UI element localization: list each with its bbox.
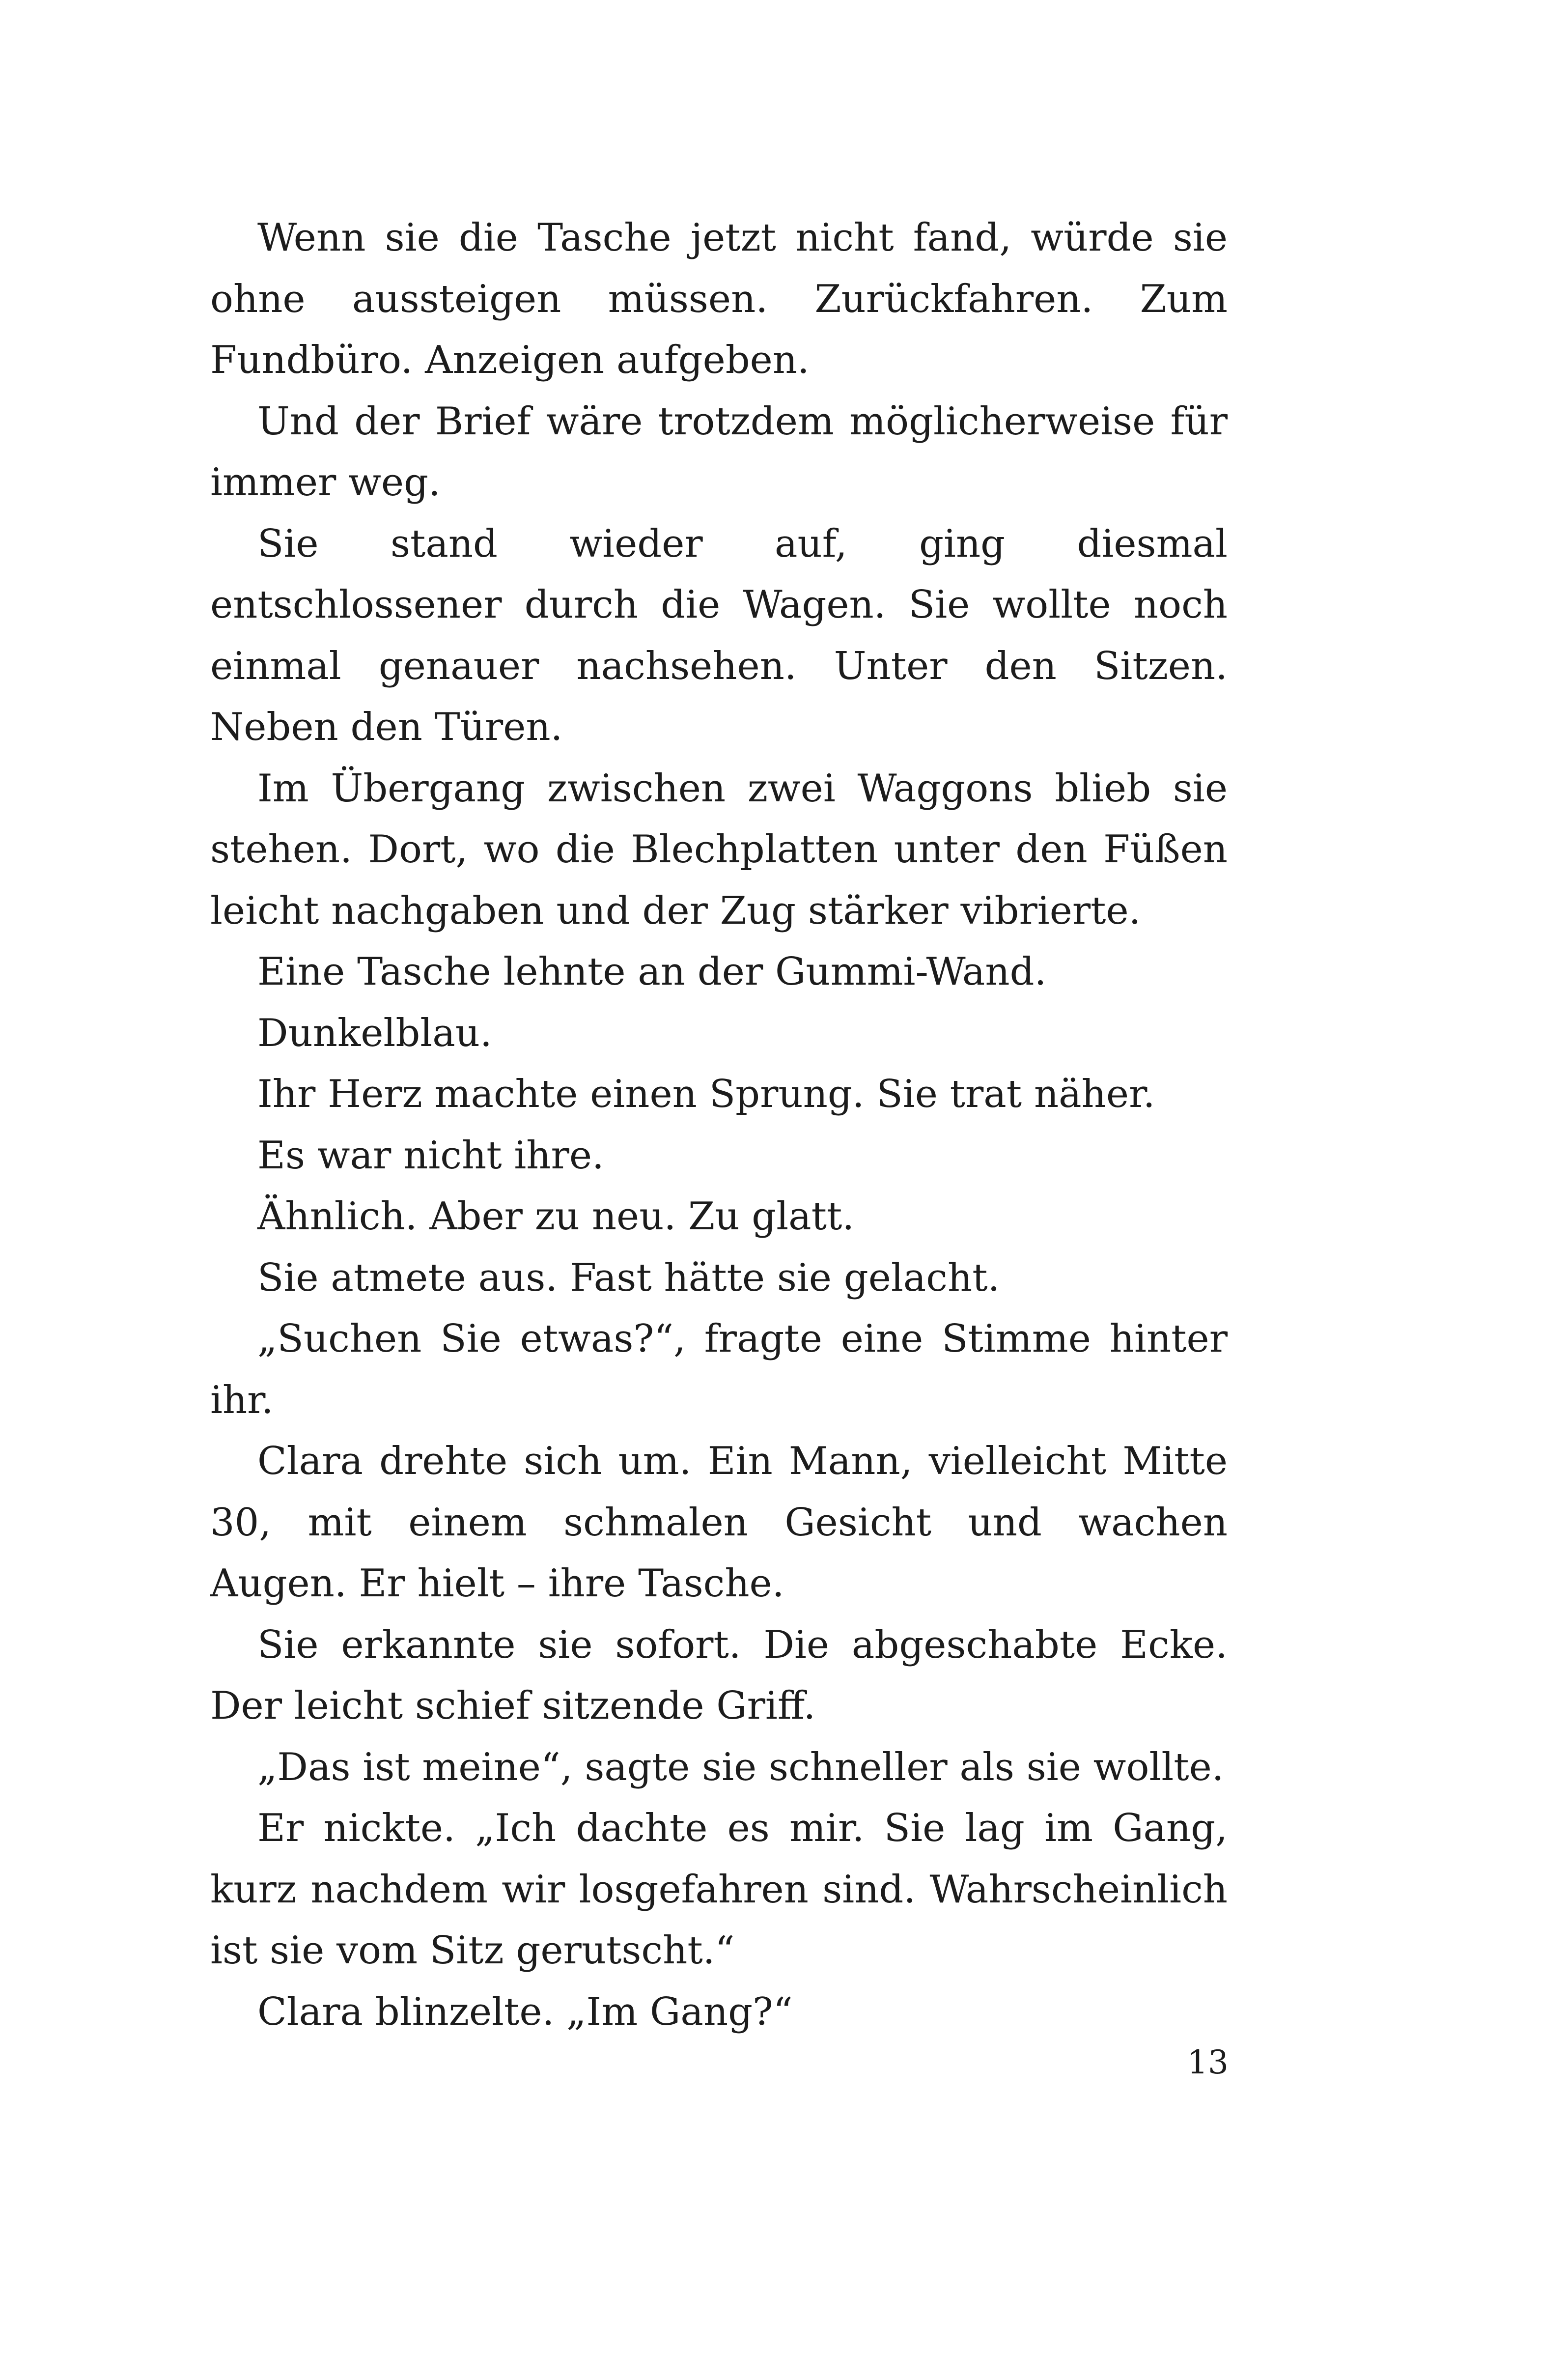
paragraph: „Das ist meine“, sagte sie schneller als sie wollte. bbox=[257, 1745, 1224, 1789]
paragraph: Wenn sie die Tasche jetzt nicht fand, würde sie ohne aussteigen müssen. Zurückfahren. Zum Fundbüro. Anzeigen aufgeben. bbox=[210, 216, 1228, 382]
paragraph: Clara blinzelte. „Im Gang?“ bbox=[257, 1989, 793, 2034]
paragraph: Eine Tasche lehnte an der Gummi-Wand. bbox=[257, 950, 1047, 994]
page-number: 13 bbox=[1187, 2043, 1229, 2081]
paragraph: „Suchen Sie etwas?“, fragte eine Stimme hinter ihr. bbox=[210, 1317, 1228, 1422]
paragraph: Sie stand wieder auf, ging diesmal entschlossener durch die Wagen. Sie wollte noch einmal genauer nachsehen. Unter den Sitzen. Neben den Türen. bbox=[210, 521, 1228, 749]
paragraph: Ähnlich. Aber zu neu. Zu glatt. bbox=[257, 1194, 855, 1239]
paragraph: Und der Brief wäre trotzdem möglicherweise für immer weg. bbox=[210, 399, 1228, 505]
paragraph: Sie atmete aus. Fast hätte sie gelacht. bbox=[257, 1255, 1000, 1300]
paragraph: Es war nicht ihre. bbox=[257, 1133, 604, 1178]
body-text bbox=[210, 207, 1228, 2042]
paragraph: Clara drehte sich um. Ein Mann, vielleicht Mitte 30, mit einem schmalen Gesicht und wachen Augen. Er hielt – ihre Tasche. bbox=[210, 1439, 1228, 1606]
paragraph: Er nickte. „Ich dachte es mir. Sie lag im Gang, kurz nachdem wir losgefahren sind. Wahrscheinlich ist sie vom Sitz gerutscht.“ bbox=[210, 1806, 1228, 1973]
paragraph: Sie erkannte sie sofort. Die abgeschabte Ecke. Der leicht schief sitzende Griff. bbox=[210, 1622, 1228, 1728]
paragraph: Ihr Herz machte einen Sprung. Sie trat näher. bbox=[257, 1072, 1155, 1116]
paragraph: Im Übergang zwischen zwei Waggons blieb sie stehen. Dort, wo die Blechplatten unter den Füßen leicht nachgaben und der Zug stärker vibrierte. bbox=[210, 766, 1228, 933]
paragraph: Dunkelblau. bbox=[257, 1011, 492, 1055]
